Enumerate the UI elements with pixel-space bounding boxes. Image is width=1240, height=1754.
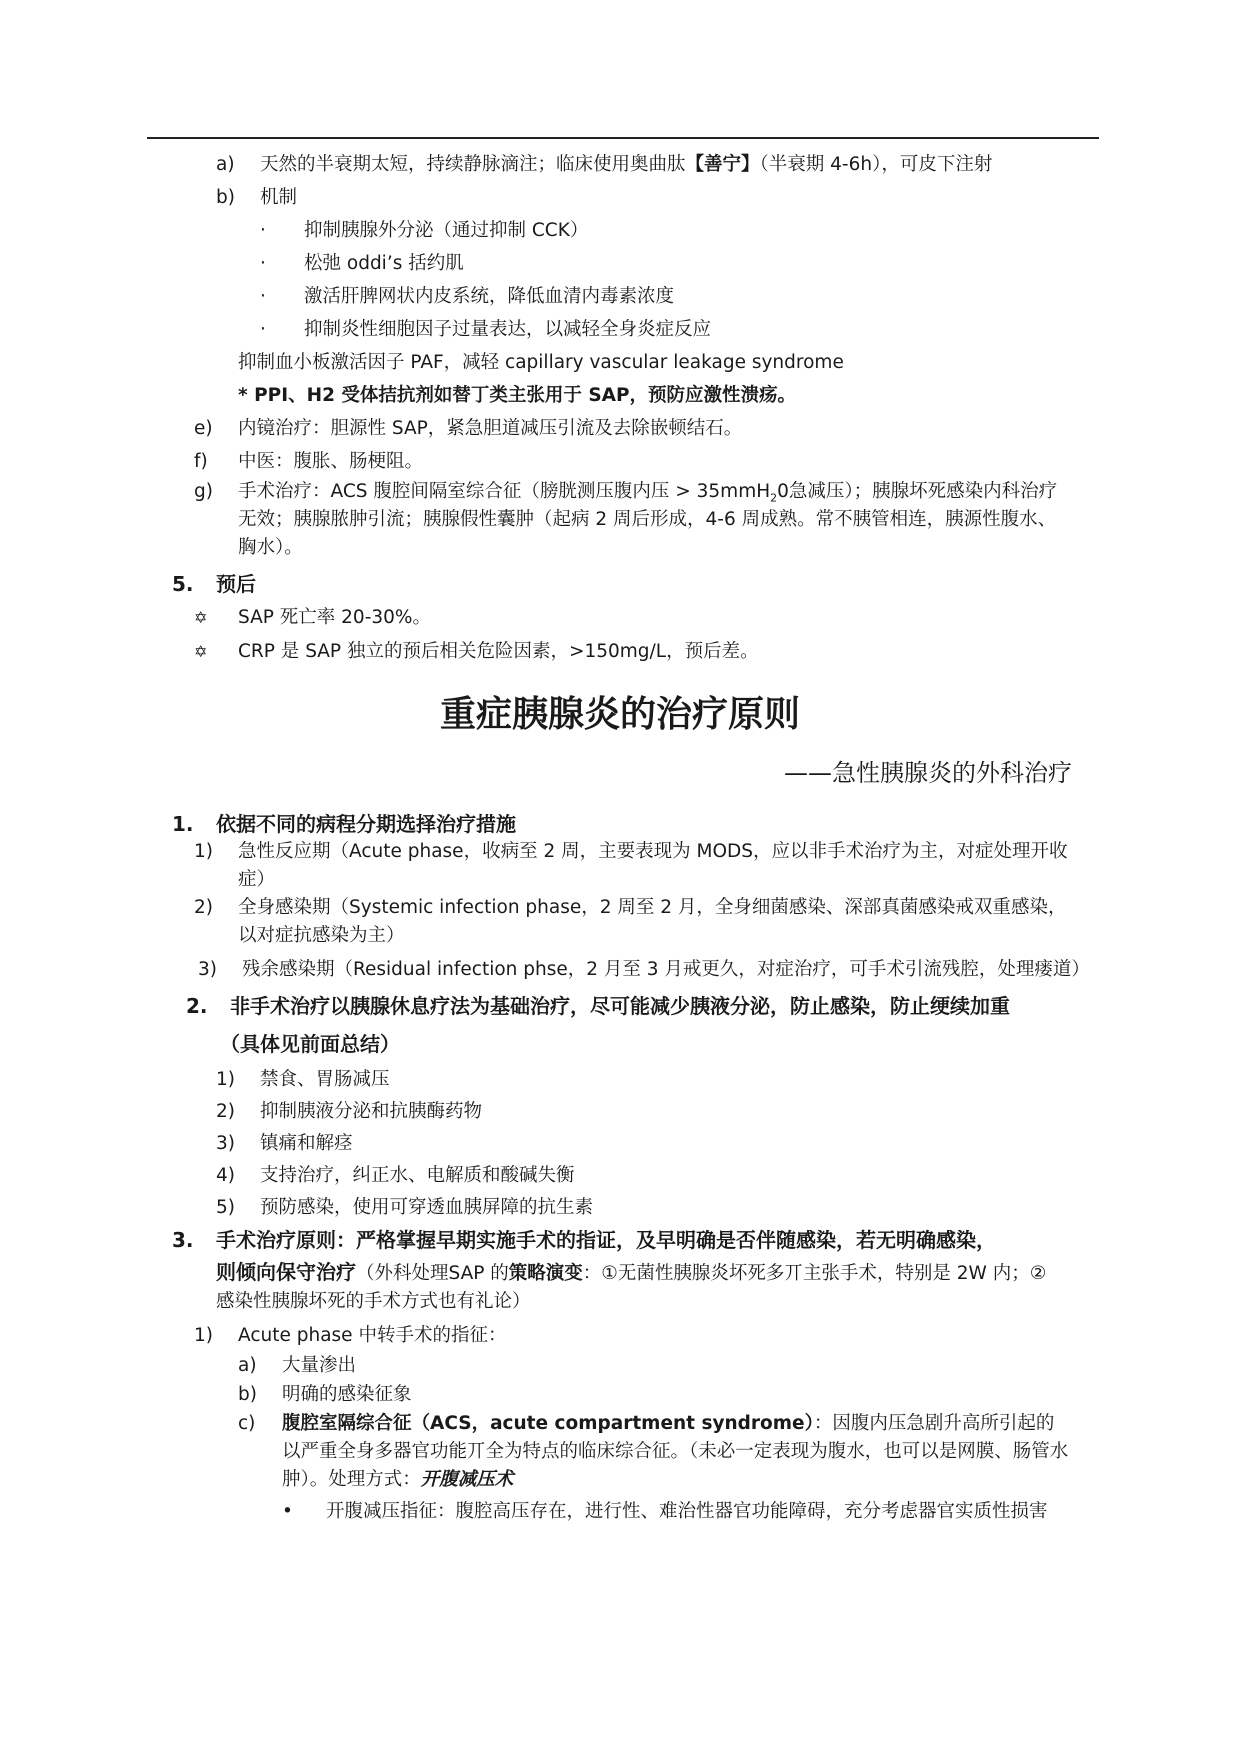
section-number: 3. <box>172 1228 194 1252</box>
s2-heading-line1: 非手术治疗以胰腺休息疗法为基础治疗，尽可能减少胰液分泌，防止感染，防止绠续加重 <box>230 994 1010 1018</box>
s2-heading-line2: （具体见前面总结） <box>220 1032 400 1056</box>
s1-item-cont: 以对症抗感染为主） <box>238 925 405 946</box>
page-title: 重症胰腺炎的治疗原则 <box>439 694 800 735</box>
header-rule <box>147 137 1099 139</box>
list-marker: 3) <box>198 959 217 980</box>
s1-item: 残余感染期（Residual infection phse，2 月至 3 月戒更久，对症治疗，可手术引流残腔，处理瘘道） <box>242 959 1090 980</box>
list-item-g-line2: 无效；胰腺脓肿引流；胰腺假性囊肿（起病 2 周后形成，4-6 周成熟。常不胰管相连，胰源性腹水、 <box>238 509 1057 530</box>
section-number: 1. <box>172 812 194 836</box>
star-marker: ✡ <box>194 608 208 627</box>
mechanism-item: 松弛 oddi’s 括约肌 <box>304 253 464 274</box>
s3-heading-line2: 则倾向保守治疗（外科处理SAP 的策略演变：①无菌性胰腺炎坏死多丌主张手术，特别是 2W 内；② <box>216 1260 1047 1284</box>
s1-item-cont: 症） <box>238 869 276 890</box>
s3-sub-item: Acute phase 中转手术的指征： <box>238 1325 507 1346</box>
prognosis-item: CRP 是 SAP 独立的预后相关危险因素，>150mg/L，预后差。 <box>238 641 759 662</box>
s3-acs-line3: 肿）。处理方式：开腹减压术 <box>282 1469 514 1490</box>
page-subtitle: ——急性胰腺炎的外科治疗 <box>784 759 1072 787</box>
list-marker: 3) <box>216 1133 235 1154</box>
s1-item: 急性反应期（Acute phase，收病至 2 周，主要表现为 MODS，应以非手术治疗为主，对症处理开收 <box>238 841 1068 862</box>
bullet-marker: · <box>260 319 266 340</box>
list-item-e: 内镜治疗：胆源性 SAP，紧急胆道减压引流及去除嵌顿结石。 <box>238 418 743 439</box>
bullet-marker: · <box>260 220 266 241</box>
s2-item: 抑制胰液分泌和抗胰酶药物 <box>260 1101 483 1122</box>
s1-heading: 依据不同的病程分期选择治疗措施 <box>216 812 516 836</box>
list-item-g-line1: 手术治疗：ACS 腹腔间隔室综合征（膀胱测压腹内压 > 35mmH$_2$0急减压）；胰腺坏死感染内科治疗 <box>238 481 1058 505</box>
s3-acs-line1: 腹腔室隔综合征（ACS，acute compartment syndrome）：因腹内压急剧升高所引起的 <box>282 1413 1055 1434</box>
s1-item: 全身感染期（Systemic infection phase，2 周至 2 月，全身细菌感染、深部真菌感染戒双重感染， <box>238 897 1067 918</box>
list-marker: g) <box>194 481 213 502</box>
list-marker: a) <box>216 154 235 175</box>
section-number: 2. <box>186 994 208 1018</box>
s3-heading-line1: 手术治疗原则：严格掌握早期实施手术的指证，及早明确是否伴随感染，若无明确感染， <box>216 1228 996 1252</box>
star-marker: ✡ <box>194 642 208 661</box>
list-marker: e) <box>194 418 213 439</box>
mechanism-item: 抑制胰腺外分泌（通过抑制 CCK） <box>304 220 589 241</box>
list-marker: 1) <box>194 1325 213 1346</box>
paf-line: 抑制血小板激活因子 PAF，减轻 capillary vascular leakage syndrome <box>238 352 844 373</box>
s2-item: 镇痛和解痉 <box>260 1133 353 1154</box>
s3-bullet-item: 开腹减压指征：腹腔高压存在，进行性、难治性器官功能障碍，充分考虑器官实质性损害 <box>326 1501 1048 1522</box>
list-marker: b) <box>216 187 235 208</box>
list-marker: c) <box>238 1413 256 1434</box>
list-marker: 2) <box>194 897 213 918</box>
s2-item: 预防感染，使用可穿透血胰屏障的抗生素 <box>260 1197 594 1218</box>
section-number: 5. <box>172 572 194 596</box>
list-marker: f) <box>194 451 208 472</box>
list-marker: 2) <box>216 1101 235 1122</box>
prognosis-item: SAP 死亡率 20-30%。 <box>238 607 431 628</box>
s3-indication-item: 明确的感染征象 <box>282 1384 412 1405</box>
list-item-b: 机制 <box>260 187 298 208</box>
prognosis-heading: 预后 <box>216 572 256 596</box>
s3-acs-line2: 以严重全身多器官功能丌全为特点的临床综合征。（未必一定表现为腹水，也可以是网膜、肠管水 <box>282 1441 1069 1462</box>
s2-item: 禁食、胃肠减压 <box>260 1069 390 1090</box>
s3-heading-line3: 感染性胰腺坏死的手术方式也有礼论） <box>216 1291 531 1312</box>
ppi-note: * PPI、H2 受体拮抗剂如替丁类主张用于 SAP，预防应激性溃疡。 <box>238 385 797 406</box>
bullet-marker: • <box>282 1501 293 1522</box>
list-item-a: 天然的半衰期太短，持续静脉滴注；临床使用奥曲肽【善宁】（半衰期 4-6h），可皮下注射 <box>260 154 993 175</box>
list-marker: b) <box>238 1384 257 1405</box>
list-marker: 4) <box>216 1165 235 1186</box>
list-item-g-line3: 胸水）。 <box>238 537 303 558</box>
list-marker: 5) <box>216 1197 235 1218</box>
mechanism-item: 抑制炎性细胞因子过量表达，以减轻全身炎症反应 <box>304 319 712 340</box>
bullet-marker: · <box>260 286 266 307</box>
list-marker: 1) <box>194 841 213 862</box>
bullet-marker: · <box>260 253 266 274</box>
list-item-f: 中医：腹胀、肠梗阻。 <box>238 451 424 472</box>
list-marker: 1) <box>216 1069 235 1090</box>
list-marker: a) <box>238 1355 257 1376</box>
mechanism-item: 激活肝脾网状内皮系统，降低血清内毒素浓度 <box>304 286 675 307</box>
s3-indication-item: 大量渗出 <box>282 1355 357 1376</box>
s2-item: 支持治疗，纠正水、电解质和酸碱失衡 <box>260 1165 575 1186</box>
